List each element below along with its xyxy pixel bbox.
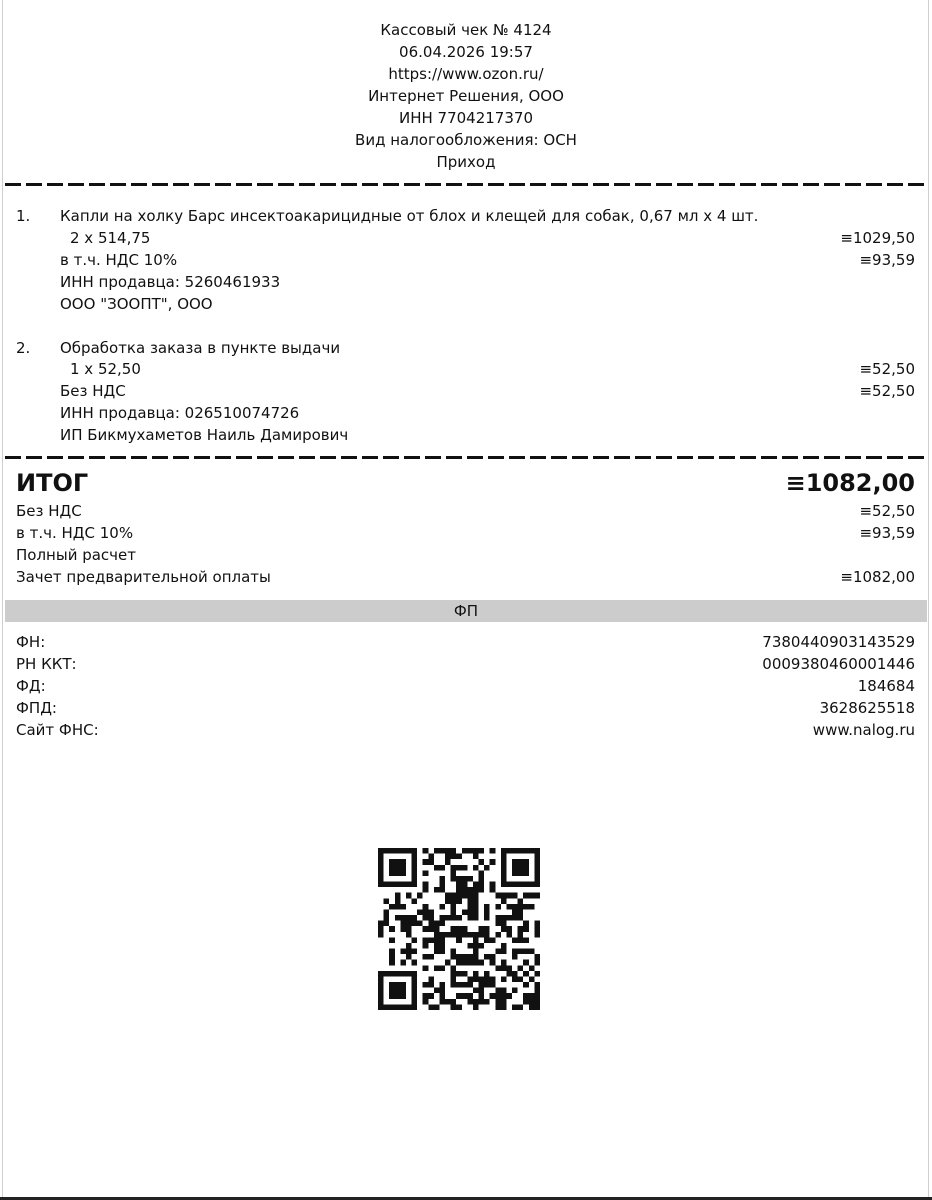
- divider-dashed: [5, 183, 927, 186]
- item-2-sum: ≡52,50: [859, 360, 915, 378]
- item-2-vat-sum: ≡52,50: [859, 382, 915, 400]
- receipt-title: Кассовый чек № 4124: [380, 21, 552, 39]
- operation-type: Приход: [436, 153, 496, 171]
- fd-label: ФД:: [16, 677, 46, 695]
- item-1-seller-inn: ИНН продавца: 5260461933: [60, 273, 281, 291]
- item-2-seller-name: ИП Бикмухаметов Наиль Дамирович: [60, 426, 349, 444]
- total-label: ИТОГ: [16, 469, 89, 497]
- item-1-seller-name: ООО "ЗООПТ", ООО: [60, 295, 213, 313]
- no-vat-value: ≡52,50: [859, 502, 915, 520]
- company-inn: ИНН 7704217370: [399, 109, 533, 127]
- item-2-vat-label: Без НДС: [60, 382, 126, 400]
- fn-value: 7380440903143529: [762, 633, 915, 651]
- item-1-vat-label: в т.ч. НДС 10%: [60, 251, 178, 269]
- vat-value: ≡93,59: [859, 524, 915, 542]
- total-value: ≡1082,00: [785, 469, 915, 497]
- fns-site-value: www.nalog.ru: [812, 721, 915, 739]
- receipt-border-left: [2, 0, 3, 1200]
- fns-site-label: Сайт ФНС:: [16, 721, 99, 739]
- receipt-datetime: 06.04.2026 19:57: [399, 43, 533, 61]
- no-vat-label: Без НДС: [16, 502, 82, 520]
- item-2-number: 2.: [16, 339, 31, 357]
- rn-kkt-label: РН ККТ:: [16, 655, 77, 673]
- qr-code: [378, 848, 540, 1010]
- receipt-border-right: [928, 0, 929, 1200]
- item-1-qty-price: 2 x 514,75: [70, 229, 151, 247]
- item-2-name: Обработка заказа в пункте выдачи: [60, 339, 341, 357]
- company-name: Интернет Решения, ООО: [368, 87, 564, 105]
- item-2-seller-inn: ИНН продавца: 026510074726: [60, 404, 300, 422]
- item-1-vat-sum: ≡93,59: [859, 251, 915, 269]
- vat-label: в т.ч. НДС 10%: [16, 524, 134, 542]
- fd-value: 184684: [857, 677, 915, 695]
- prepayment-value: ≡1082,00: [840, 568, 915, 586]
- prepayment-label: Зачет предварительной оплаты: [16, 568, 271, 586]
- item-1-sum: ≡1029,50: [840, 229, 915, 247]
- fiscal-section-header: ФП: [5, 600, 927, 622]
- item-1-number: 1.: [16, 207, 31, 225]
- fpd-label: ФПД:: [16, 699, 57, 717]
- tax-system: Вид налогообложения: ОСН: [355, 131, 577, 149]
- item-1-name: Капли на холку Барс инсектоакарицидные от блох и клещей для собак, 0,67 мл x 4 шт.: [60, 207, 759, 225]
- rn-kkt-value: 0009380460001446: [762, 655, 915, 673]
- payment-type: Полный расчет: [16, 546, 136, 564]
- divider-dashed: [5, 456, 927, 459]
- fn-label: ФН:: [16, 633, 46, 651]
- item-2-qty-price: 1 x 52,50: [70, 360, 141, 378]
- fpd-value: 3628625518: [819, 699, 915, 717]
- seller-site: https://www.ozon.ru/: [388, 65, 544, 83]
